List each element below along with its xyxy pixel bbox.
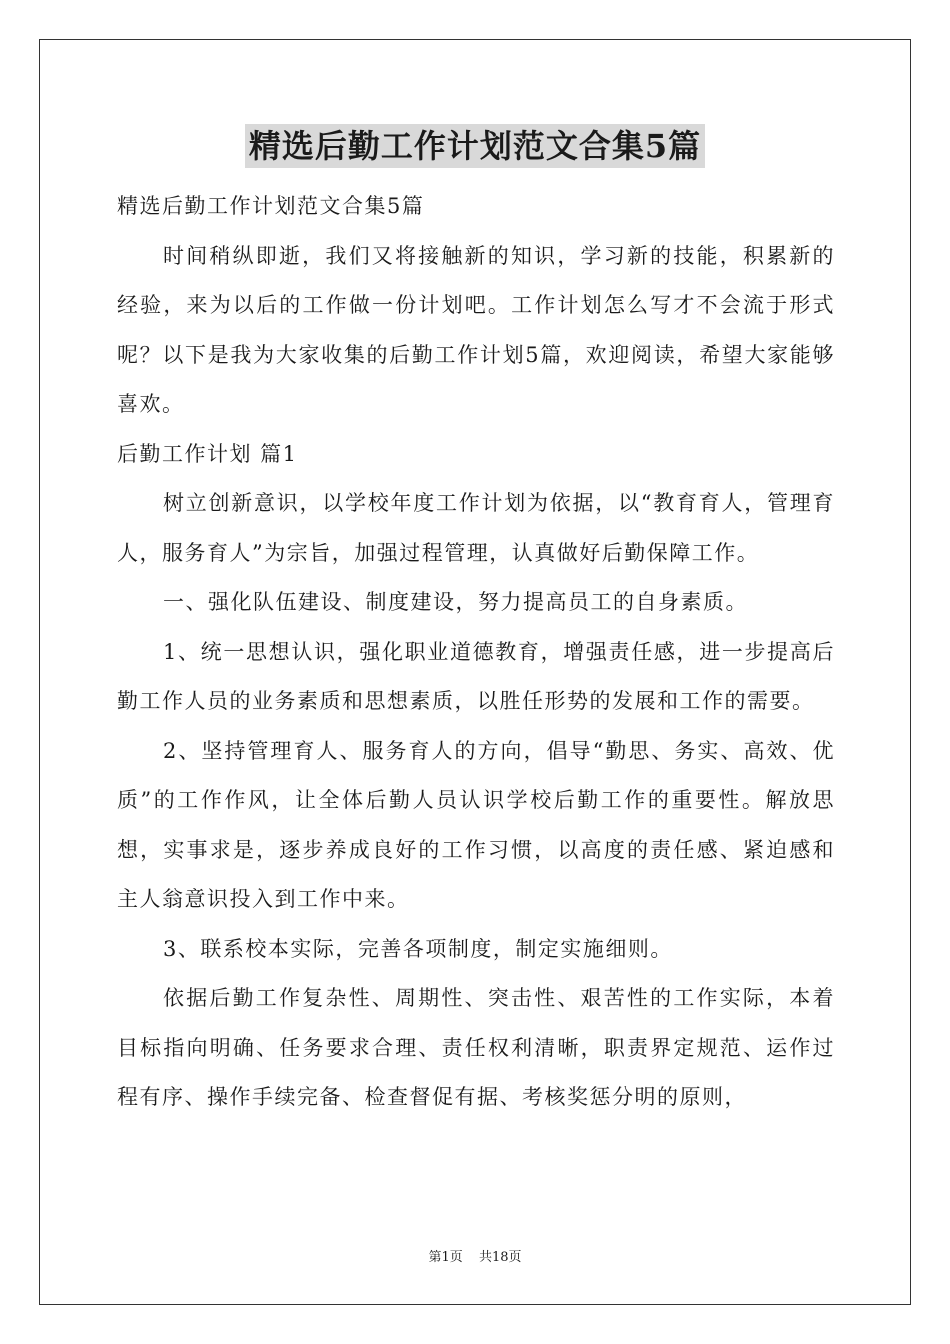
body-paragraph: 树立创新意识，以学校年度工作计划为依据，以“教育育人，管理育人，服务育人”为宗旨，加强过程管理，认真做好后勤保障工作。 [117, 491, 835, 565]
body-paragraph: 3、联系校本实际，完善各项制度，制定实施细则。 [163, 936, 673, 961]
page-footer [0, 1246, 950, 1265]
page-total: 共18页 [478, 1250, 522, 1265]
document-body [117, 182, 835, 1123]
title-container [0, 124, 950, 168]
body-paragraph: 一、强化队伍建设、制度建设，努力提高员工的自身素质。 [163, 590, 748, 614]
section-heading: 后勤工作计划 篇1 [117, 441, 298, 466]
document-title: 精选后勤工作计划范文合集5篇 [245, 124, 705, 168]
body-paragraph: 2、坚持管理育人、服务育人的方向，倡导“勤思、务实、高效、优质”的工作作风，让全体后勤人员认识学校后勤工作的重要性。解放思想，实事求是，逐步养成良好的工作习惯，以高度的责任感、紧迫感和主人翁意识投入到工作中来。 [117, 738, 835, 911]
intro-paragraph: 时间稍纵即逝，我们又将接触新的知识，学习新的技能，积累新的经验，来为以后的工作做一份计划吧。工作计划怎么写才不会流于形式呢？以下是我为大家收集的后勤工作计划5篇，欢迎阅读，希望大家能够喜欢。 [117, 243, 835, 416]
page-number: 第1页 [428, 1250, 463, 1265]
document-subtitle: 精选后勤工作计划范文合集5篇 [117, 194, 425, 218]
body-paragraph: 1、统一思想认识，强化职业道德教育，增强责任感，进一步提高后勤工作人员的业务素质和思想素质，以胜任形势的发展和工作的需要。 [117, 639, 835, 713]
body-paragraph: 依据后勤工作复杂性、周期性、突击性、艰苦性的工作实际，本着目标指向明确、任务要求合理、责任权利清晰，职责界定规范、运作过程有序、操作手续完备、检查督促有据、考核奖惩分明的原则， [117, 986, 835, 1109]
